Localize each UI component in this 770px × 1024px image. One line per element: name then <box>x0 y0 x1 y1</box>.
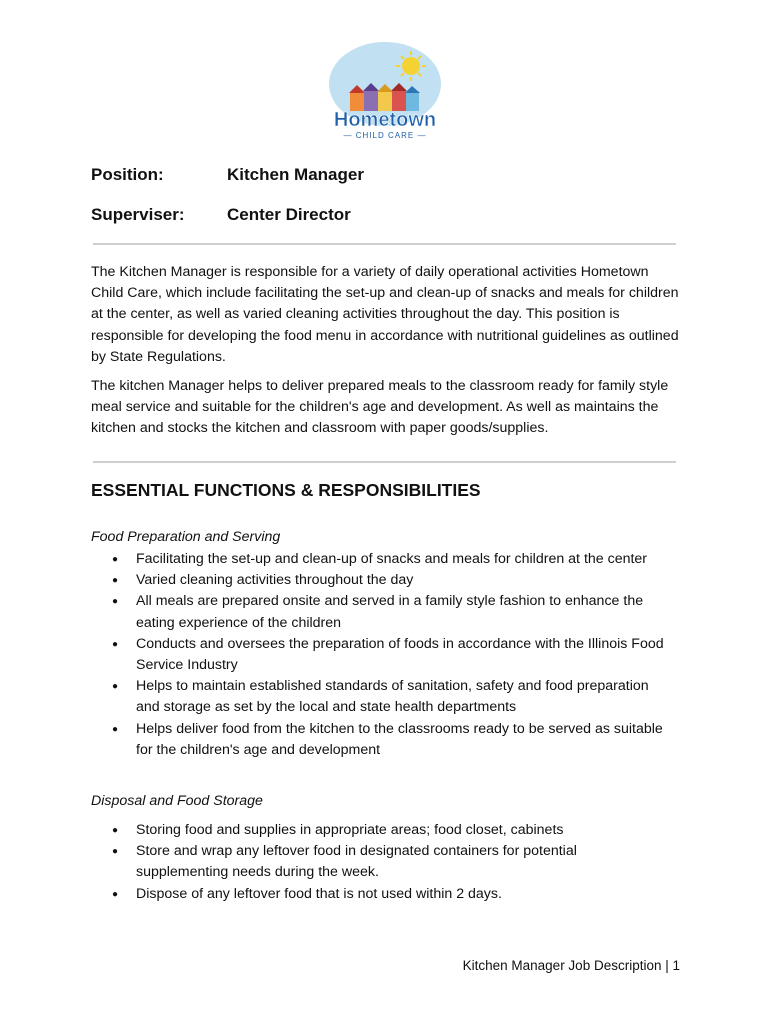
intro-paragraph-1: The Kitchen Manager is responsible for a variety of daily operational activities Hometown Child Care, which include facilitating the set-up and clean-up of snacks and meals for children at the center, as well as varied cleaning activities throughout the day. This position is responsible for developing the food menu in accordance with nutritional guidelines as outlined by State Regulations. <box>91 264 679 365</box>
disposal-heading: Disposal and Food Storage <box>91 793 263 809</box>
page-footer: Kitchen Manager Job Description | 1 <box>462 958 680 973</box>
list-item: ● All meals are prepared onsite and served in a family style fashion to enhance the eating experience of the children <box>91 591 671 633</box>
list-item: ● Helps to maintain established standards of sanitation, safety and food preparation and storage as set by the local and state health departments <box>91 676 671 718</box>
section-title: ESSENTIAL FUNCTIONS & RESPONSIBILITIES <box>91 480 481 500</box>
list-item: ● Facilitating the set-up and clean-up of snacks and meals for children at the center <box>91 549 671 570</box>
hometown-logo <box>326 40 444 144</box>
food-prep-list <box>91 549 671 761</box>
list-item: ● Store and wrap any leftover food in designated containers for potential supplementing needs during the week. <box>91 841 671 883</box>
position-value: Kitchen Manager <box>227 165 364 184</box>
food-prep-heading: Food Preparation and Serving <box>91 529 281 545</box>
svg-text:Hometown: Hometown <box>333 109 437 131</box>
divider-top <box>93 243 676 245</box>
list-item: ● Dispose of any leftover food that is not used within 2 days. <box>91 884 671 905</box>
intro-paragraph-2: The kitchen Manager helps to deliver prepared meals to the classroom ready for family style meal service and suitable for the children's age and development. As well as maintains the kitchen and stocks the kitchen and classroom with paper goods/supplies. <box>91 378 669 437</box>
list-item: ● Storing food and supplies in appropriate areas; food closet, cabinets <box>91 820 671 841</box>
superviser-label: Superviser: <box>91 205 185 224</box>
disposal-list <box>91 820 671 905</box>
svg-text:— CHILD CARE —: — CHILD CARE — <box>343 131 427 140</box>
divider-middle <box>93 461 676 463</box>
list-item: ● Conducts and oversees the preparation of foods in accordance with the Illinois Food Service Industry <box>91 634 671 676</box>
list-item: ● Varied cleaning activities throughout the day <box>91 570 671 591</box>
list-item: ● Helps deliver food from the kitchen to the classrooms ready to be served as suitable for the children's age and development <box>91 719 671 761</box>
position-label: Position: <box>91 165 164 184</box>
superviser-value: Center Director <box>227 205 351 224</box>
